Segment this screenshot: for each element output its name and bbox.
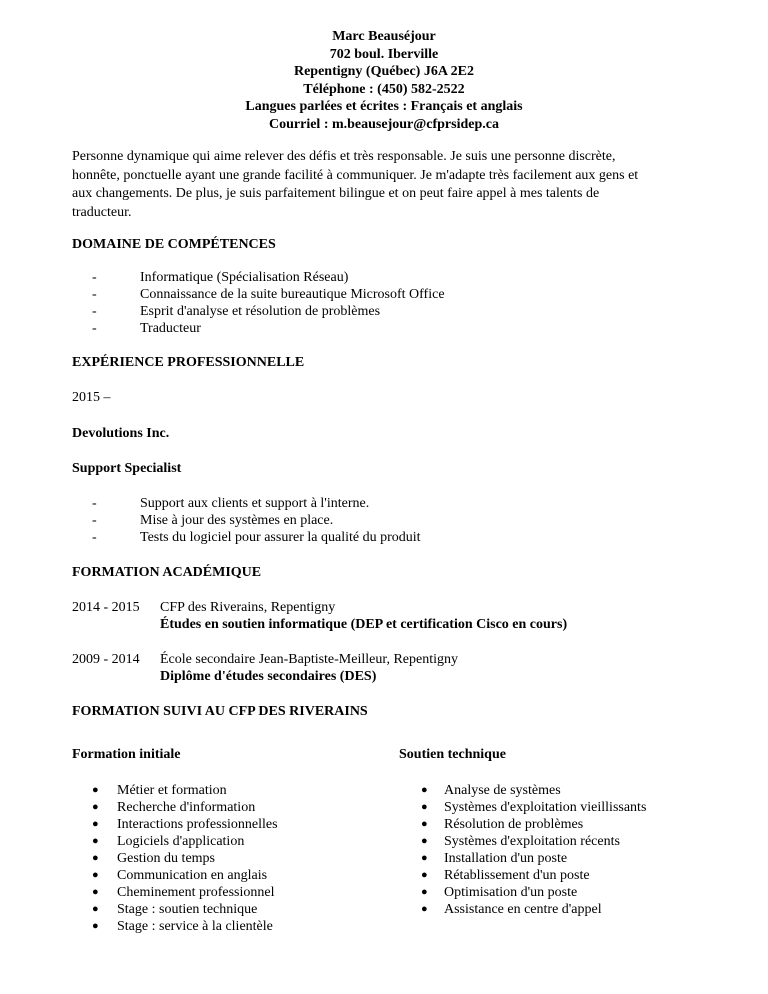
bullet-icon: ● — [421, 869, 428, 881]
experience-heading: EXPÉRIENCE PROFESSIONNELLE — [72, 355, 305, 370]
bullet-icon: ● — [421, 886, 428, 898]
bullet-icon: ● — [92, 920, 99, 932]
contact-header — [0, 28, 768, 133]
skills-heading: DOMAINE DE COMPÉTENCES — [72, 237, 276, 252]
dash-marker: - — [92, 513, 97, 528]
bullet-icon: ● — [92, 784, 99, 796]
city-line: Repentigny (Québec) J6A 2E2 — [293, 64, 475, 79]
summary-line: honnête, ponctuelle ayant une grande facilité à communiquer. Je m'adapte très facilement aux gens et — [72, 167, 639, 183]
education-heading: FORMATION ACADÉMIQUE — [72, 565, 262, 580]
profile-summary — [72, 148, 690, 222]
candidate-name: Marc Beauséjour — [332, 29, 436, 44]
bullet-icon: ● — [421, 818, 428, 830]
languages-line: Langues parlées et écrites : Français et anglais — [245, 99, 523, 114]
dash-marker: - — [92, 496, 97, 511]
training-right-title: Soutien technique — [399, 747, 506, 762]
education-diploma: Études en soutien informatique (DEP et certification Cisco en cours) — [160, 617, 568, 632]
bullet-icon: ● — [421, 784, 428, 796]
training-left-title: Formation initiale — [72, 747, 181, 762]
education-years: 2014 - 2015 — [72, 600, 140, 615]
education-diploma: Diplôme d'études secondaires (DES) — [160, 669, 377, 684]
dash-marker: - — [92, 270, 97, 285]
summary-line: traducteur. — [72, 204, 132, 220]
job-title: Support Specialist — [72, 461, 182, 476]
company-name: Devolutions Inc. — [72, 426, 170, 441]
bullet-icon: ● — [92, 835, 99, 847]
education-years: 2009 - 2014 — [72, 652, 140, 667]
experience-period: 2015 – — [72, 390, 111, 405]
education-school: École secondaire Jean-Baptiste-Meilleur, Repentigny — [160, 652, 458, 667]
dash-marker: - — [92, 530, 97, 545]
bullet-icon: ● — [421, 801, 428, 813]
dash-marker: - — [92, 304, 97, 319]
dash-marker: - — [92, 287, 97, 302]
email-line: Courriel : m.beausejour@cfprsidep.ca — [269, 116, 499, 132]
summary-line: Personne dynamique qui aime relever des défis et très responsable. Je suis une personne discrète, — [72, 149, 616, 164]
bullet-icon: ● — [421, 835, 428, 847]
bullet-icon: ● — [92, 818, 99, 830]
bullet-icon: ● — [421, 903, 428, 915]
bullet-icon: ● — [92, 886, 99, 898]
bullet-icon: ● — [421, 852, 428, 864]
bullet-icon: ● — [92, 801, 99, 813]
phone-line: Téléphone : (450) 582-2522 — [303, 81, 465, 97]
summary-line: aux changements. De plus, je suis parfaitement bilingue et on peut faire appel à mes talents de — [72, 186, 600, 201]
bullet-icon: ● — [92, 869, 99, 881]
bullet-icon: ● — [92, 903, 99, 915]
dash-marker: - — [92, 321, 97, 336]
education-school: CFP des Riverains, Repentigny — [160, 600, 336, 615]
address-line: 702 boul. Iberville — [329, 46, 439, 62]
training-heading: FORMATION SUIVI AU CFP DES RIVERAINS — [72, 704, 368, 719]
bullet-icon: ● — [92, 852, 99, 864]
